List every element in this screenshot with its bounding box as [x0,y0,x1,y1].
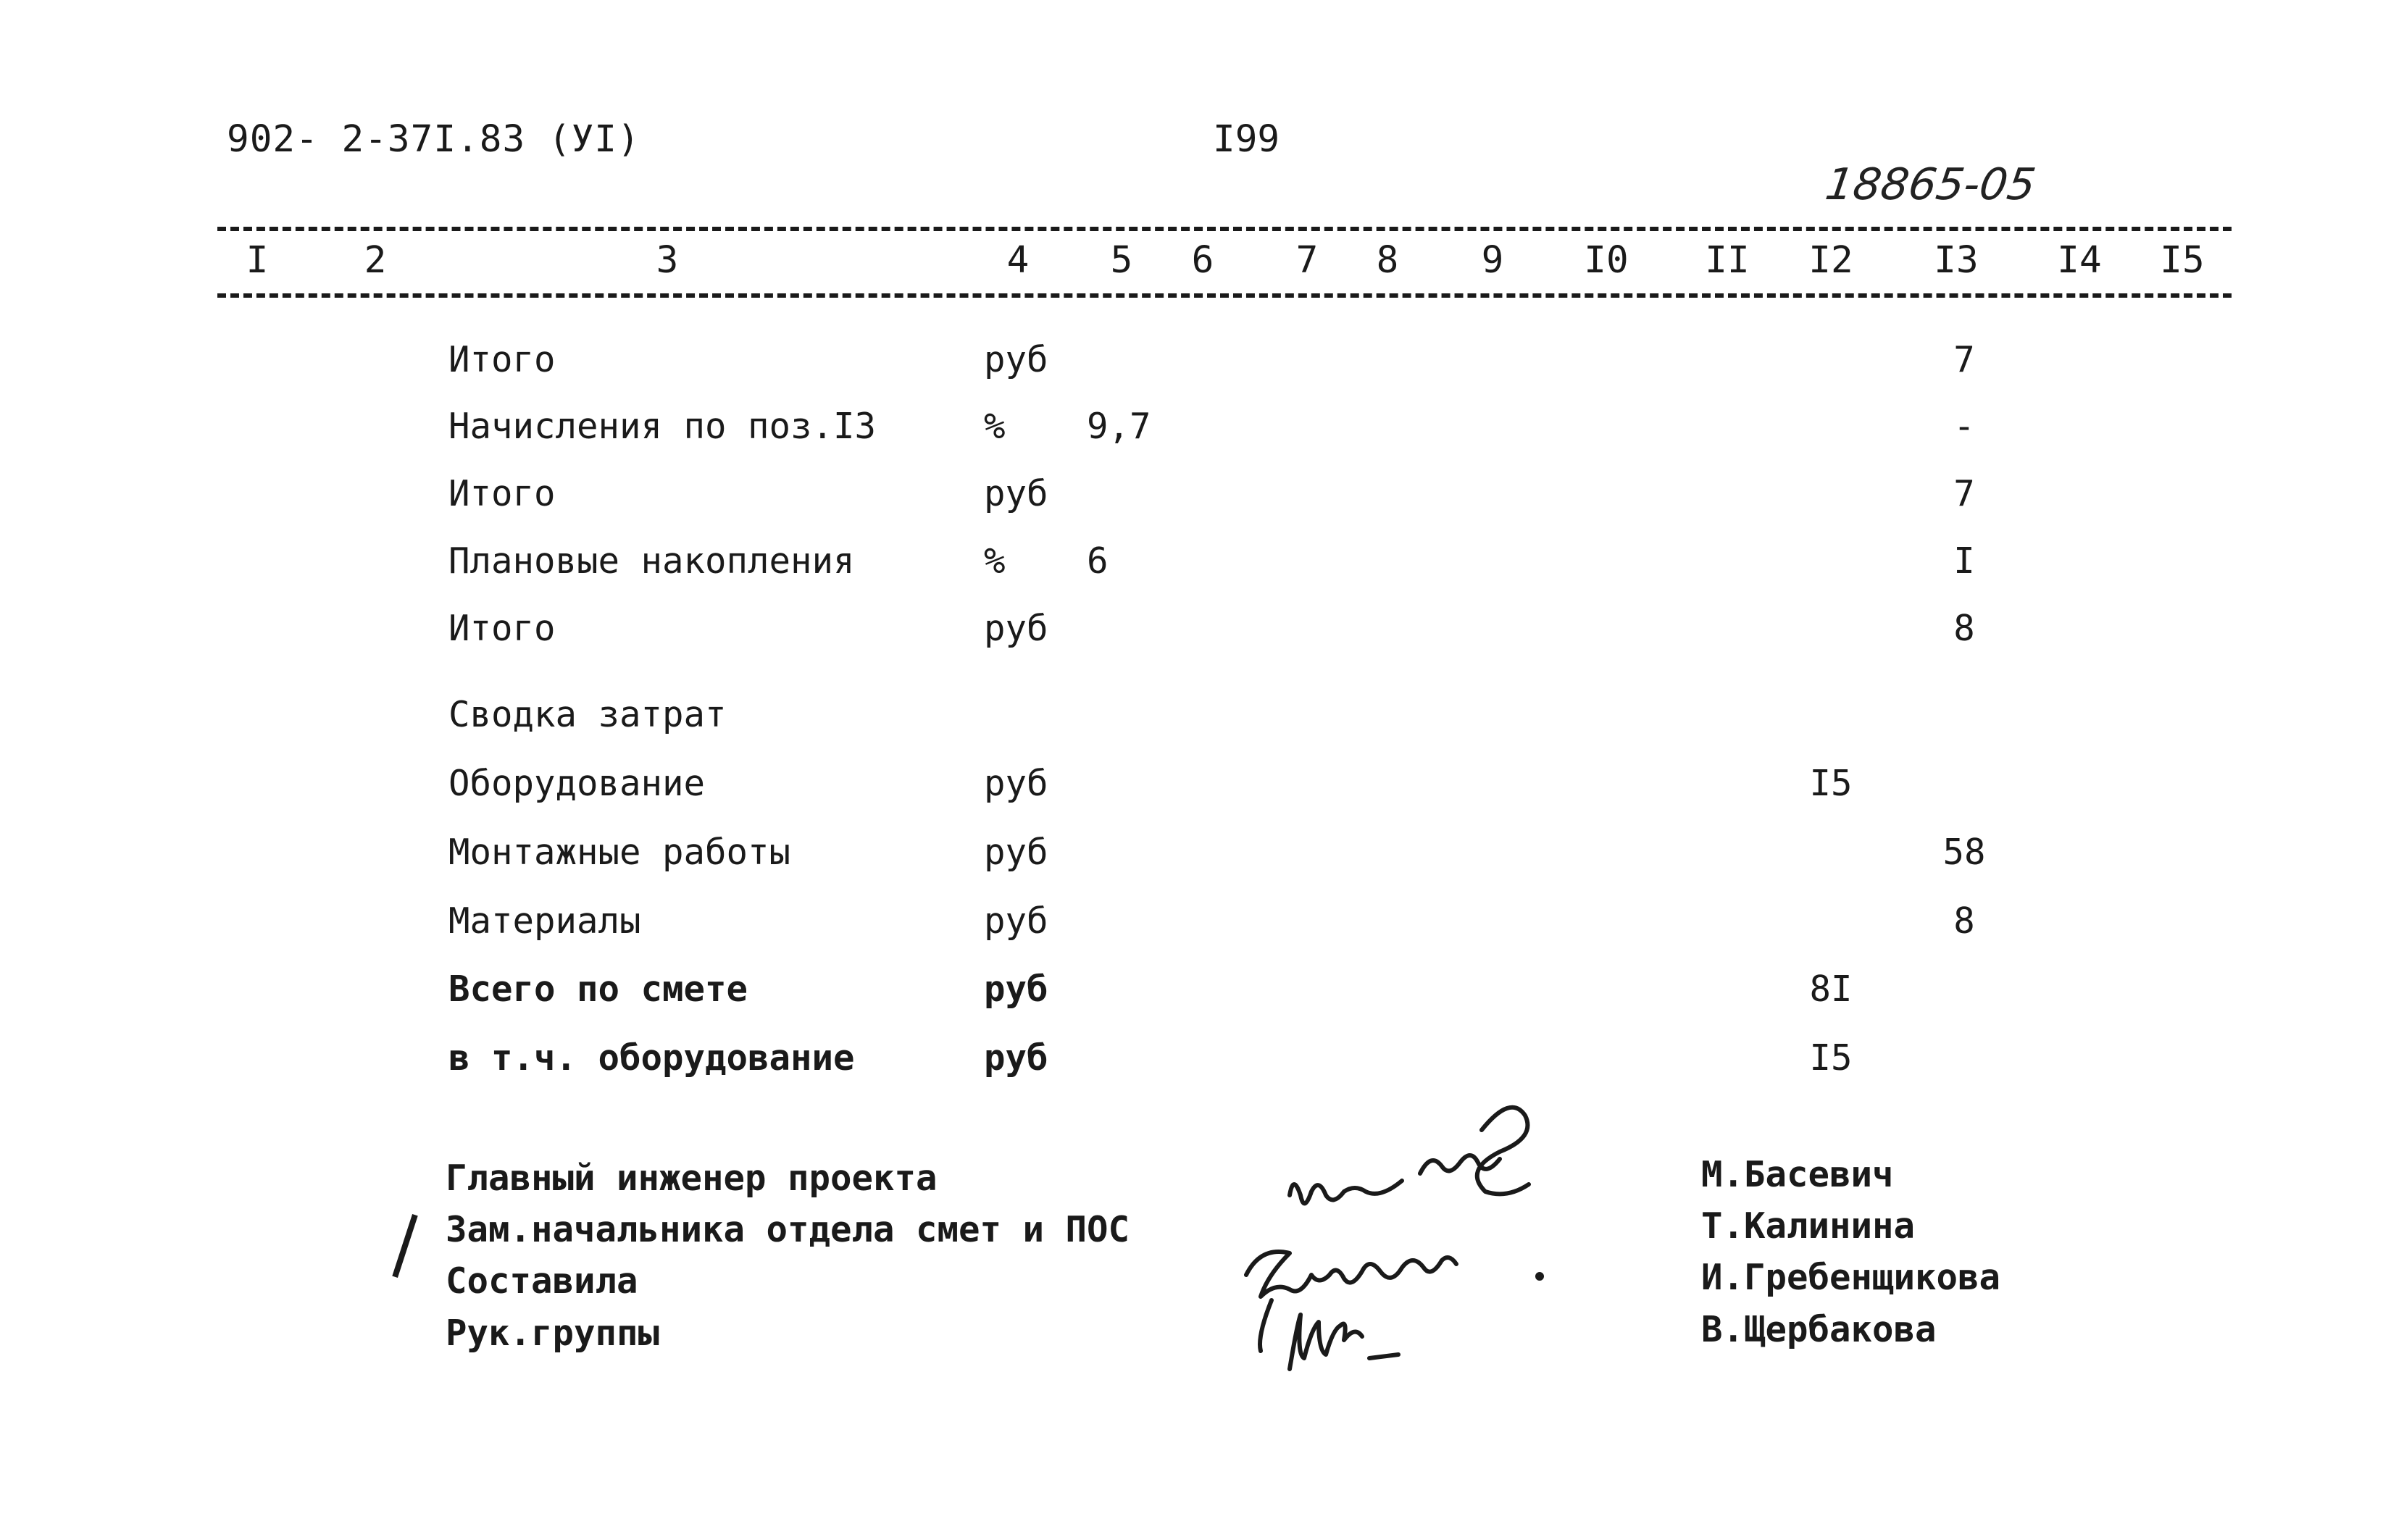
header-top-rule [217,227,2232,231]
row-value-col13: I [1953,540,1975,582]
row-label: Оборудование [448,763,706,804]
column-header-11: II [1705,239,1750,282]
page-number: I99 [1213,118,1280,161]
row-label: Материалы [448,900,641,942]
row-unit: % [984,406,1006,447]
row-unit: руб [984,608,1048,649]
row-unit: % [984,540,1006,582]
signature-grebenshchikova [1246,1252,1456,1351]
archive-number: 18865-05 [1822,159,2039,210]
column-header-12: I2 [1808,239,1853,282]
column-header-7: 7 [1295,239,1319,282]
row-value-col13: 8 [1953,900,1975,942]
row-value-col13: 58 [1942,832,1986,873]
column-header-14: I4 [2057,239,2102,282]
row-unit: руб [984,339,1048,380]
row-unit: руб [984,832,1048,873]
row-label: Итого [448,608,556,649]
signatory-name: В.Щербакова [1701,1309,1937,1350]
signatory-name: Т.Калинина [1701,1205,1916,1247]
row-value-col12: I5 [1809,763,1853,804]
column-header-5: 5 [1110,239,1133,282]
row-value-col5: 9,7 [1087,406,1151,447]
signature-initials [1420,1108,1529,1194]
document-code: 902- 2-37I.83 (УI) [227,118,640,161]
row-unit: руб [984,1037,1048,1079]
signatory-name: И.Гребенщикова [1701,1257,2001,1298]
signature-kalinina [1290,1181,1402,1203]
row-value-col12: 8I [1809,968,1853,1010]
row-label: Плановые накопления [448,540,855,582]
signature-shcherbakova [1290,1315,1398,1369]
column-header-3: 3 [656,239,679,282]
margin-slash-mark [392,1214,417,1278]
row-value-col5: 6 [1087,540,1109,582]
row-value-col13: 7 [1953,473,1975,514]
signatory-name: М.Басевич [1701,1154,1894,1195]
row-label: Всего по смете [448,968,748,1010]
row-unit: руб [984,763,1048,804]
signatory-title: Рук.группы [446,1313,660,1354]
row-unit: руб [984,968,1048,1010]
row-label: Итого [448,473,556,514]
row-label: Монтажные работы [448,832,791,873]
row-label: Итого [448,339,556,380]
header-bottom-rule [217,293,2232,298]
column-header-2: 2 [364,239,387,282]
column-header-10: I0 [1584,239,1629,282]
row-label: Сводка затрат [448,694,727,735]
row-value-col12: I5 [1809,1037,1853,1079]
row-label: Начисления по поз.I3 [448,406,877,447]
signatory-title: Составила [446,1260,638,1302]
column-header-1: I [246,239,269,282]
signatory-title: Главный инженер проекта [446,1158,938,1199]
row-label: в т.ч. оборудование [448,1037,855,1079]
signatory-title: Зам.начальника отдела смет и ПОС [446,1209,1130,1250]
row-unit: руб [984,900,1048,942]
column-header-4: 4 [1006,239,1030,282]
column-header-9: 9 [1481,239,1504,282]
handwritten-signatures [1203,1087,1594,1405]
column-header-6: 6 [1191,239,1214,282]
column-header-13: I3 [1934,239,1979,282]
row-unit: руб [984,473,1048,514]
row-value-col13: - [1953,406,1975,447]
column-header-15: I5 [2160,239,2205,282]
row-value-col13: 7 [1953,339,1975,380]
row-value-col13: 8 [1953,608,1975,649]
column-header-8: 8 [1376,239,1399,282]
